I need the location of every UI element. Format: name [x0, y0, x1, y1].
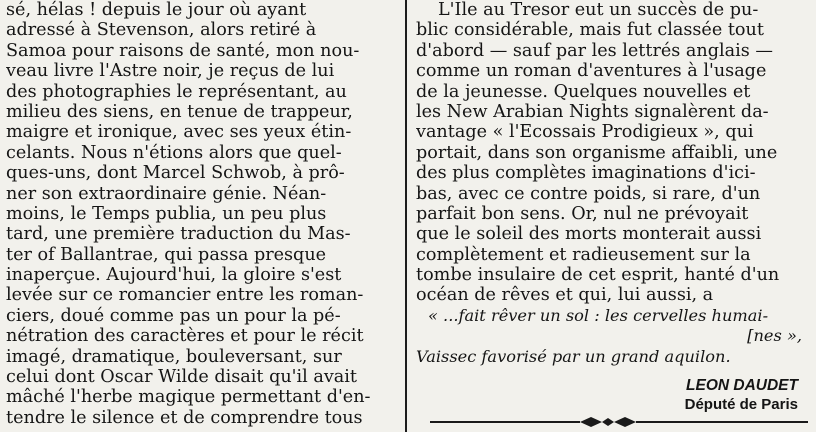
text-line: complètement et radieusement sur la — [416, 244, 751, 265]
text-line: veau livre l'Astre noir, je reçus de lui — [6, 61, 335, 82]
text-line: vantage « l'Ecossais Prodigieux », qui — [416, 122, 754, 143]
column-rule — [405, 0, 407, 432]
quote-line: « ...fait rêver un sol : les cervelles humai- — [428, 305, 769, 325]
text-line: tendre le silence et de comprendre tous — [6, 407, 363, 428]
left-column — [6, 0, 398, 428]
text-line: océan de rêves et qui, lui aussi, a — [416, 285, 714, 306]
text-line: inaperçue. Aujourd'hui, la gloire s'est — [6, 265, 342, 286]
text-line: les New Arabian Nights signalèrent da- — [416, 101, 769, 122]
quote-line: Vaissec favorisé par un grand aquilon. — [416, 346, 731, 366]
text-line: milieu des siens, en tenue de trappeur, — [6, 101, 353, 122]
text-line: nétration des caractères et pour le récit — [6, 326, 364, 347]
text-line: Samoa pour raisons de santé, mon nou- — [6, 40, 360, 61]
text-line: L'Ile au Tresor eut un succès de pu- — [438, 0, 759, 20]
quote-line: [nes », — [747, 326, 802, 346]
text-line: imagé, dramatique, bouleversant, sur — [6, 346, 342, 367]
text-line: tombe insulaire de cet esprit, hanté d'un — [416, 265, 780, 286]
text-line: des photographies le représentant, au — [6, 81, 347, 102]
text-line: tard, une première traduction du Mas- — [6, 224, 351, 245]
text-line: blic considérable, mais fut classée tout — [416, 20, 764, 41]
text-line: adressé à Stevenson, alors retiré à — [6, 20, 317, 41]
text-line: ner son extraordinaire génie. Néan- — [6, 183, 327, 204]
text-line: celui dont Oscar Wilde disait qu'il avait — [6, 367, 357, 388]
text-line: mâché l'herbe magique permettant d'en- — [6, 387, 371, 408]
text-line: portait, dans son organisme affaibli, une — [416, 142, 778, 163]
text-line: de la jeunesse. Quelques nouvelles et — [416, 81, 751, 102]
ornament-divider — [430, 414, 808, 430]
text-line: d'abord — sauf par les lettrés anglais — — [416, 40, 773, 61]
text-line: levée sur ce romancier entre les roman- — [6, 285, 364, 306]
text-line: ciers, doué comme pas un pour la pé- — [6, 305, 341, 326]
text-line: parfait bon sens. Or, nul ne prévoyait — [416, 203, 749, 224]
text-line: comme un roman d'aventures à l'usage — [416, 61, 767, 82]
text-line: moins, le Temps publia, un peu plus — [6, 203, 327, 224]
text-line: que le soleil des morts monterait aussi — [416, 224, 762, 245]
text-line: ques-uns, dont Marcel Schwob, à prô- — [6, 163, 345, 184]
ornament-divider-icon — [430, 414, 808, 430]
text-line: ter of Ballantrae, qui passa presque — [6, 244, 327, 265]
right-column — [416, 0, 808, 367]
text-line: bas, avec ce contre poids, si rare, d'un — [416, 183, 761, 204]
author-name: LEON DAUDET — [686, 377, 798, 394]
signature-block — [416, 376, 808, 414]
text-line: maigre et ironique, avec ses yeux étin- — [6, 122, 352, 143]
text-line: des plus complètes imaginations d'ici- — [416, 163, 756, 184]
text-line: celants. Nous n'étions alors que quel- — [6, 142, 342, 163]
author-title: Député de Paris — [684, 396, 798, 413]
text-line: sé, hélas ! depuis le jour où ayant — [6, 0, 307, 20]
